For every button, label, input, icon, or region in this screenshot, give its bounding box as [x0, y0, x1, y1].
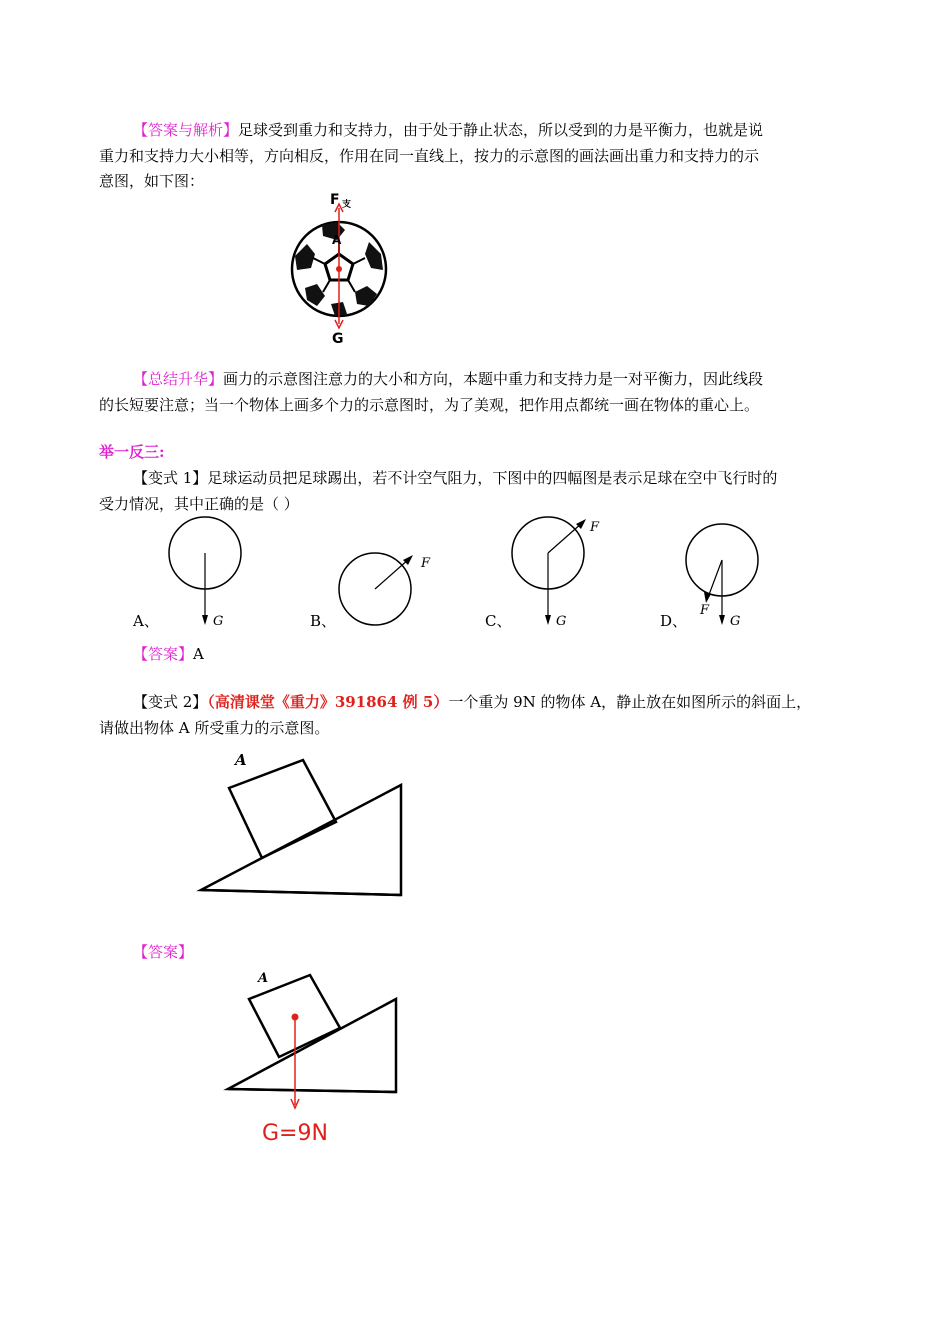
incline-figure	[195, 745, 410, 900]
option-c-label: C、	[485, 612, 512, 630]
section-title: 举一反三:	[99, 443, 165, 461]
gravity-label: G	[730, 614, 741, 629]
variant2-line-1: 【变式 2】（高清课堂《重力》391864 例 5）一个重为 9N 的物体 A，静止放在如图所示的斜面上，	[133, 693, 812, 711]
block-label: A	[235, 751, 247, 769]
variant2-source: （高清课堂《重力》391864 例 5）	[207, 693, 449, 711]
force-label-top: F	[330, 192, 340, 208]
point-label-a: A	[332, 233, 342, 247]
gravity-label: G	[556, 614, 567, 629]
option-d-label: D、	[660, 612, 688, 630]
variant2-line-2: 请做出物体 A 所受重力的示意图。	[99, 719, 330, 737]
variant1-line-2: 受力情况，其中正确的是（ ）	[99, 495, 299, 513]
answer-block-label: A	[258, 971, 269, 986]
option-a-label: A、	[133, 612, 159, 630]
force-label: F	[421, 556, 431, 571]
option-a-figure	[165, 515, 255, 635]
option-d-figure	[680, 520, 780, 635]
force-label: F	[700, 603, 710, 618]
variant1-line-1: 【变式 1】足球运动员把足球踢出，若不计空气阻力，下图中的四幅图是表示足球在空中飞行时的	[133, 469, 778, 487]
force-label-bottom: G	[332, 331, 344, 347]
force-label-top-sub: 支	[342, 200, 352, 210]
option-b-label: B、	[310, 612, 337, 630]
gravity-result-label: G=9N	[262, 1121, 328, 1146]
soccer-ball-figure	[285, 188, 395, 350]
summary-line-2: 的长短要注意；当一个物体上画多个力的示意图时，为了美观，把作用点都统一画在物体的重心上。	[99, 396, 760, 414]
analysis-line-1: 【答案与解析】足球受到重力和支持力，由于处于静止状态，所以受到的力是平衡力，也就是说	[133, 121, 764, 139]
analysis-tag: 【答案与解析】	[133, 121, 239, 139]
analysis-line-3: 意图，如下图：	[99, 172, 205, 190]
variant1-answer: 【答案】A	[133, 645, 204, 663]
force-label: F	[590, 520, 600, 535]
variant1-prefix: 【变式 1】	[133, 469, 208, 487]
analysis-line-2: 重力和支持力大小相等，方向相反，作用在同一直线上，按力的示意图的画法画出重力和支持力的示	[99, 147, 760, 165]
gravity-label: G	[213, 614, 224, 629]
answer-tag: 【答案】	[133, 645, 194, 663]
option-c-figure	[510, 515, 620, 635]
variant2-answer-tag: 【答案】	[133, 943, 194, 961]
answer-incline-figure	[222, 962, 412, 1152]
variant2-prefix: 【变式 2】	[133, 693, 208, 711]
summary-tag: 【总结升华】	[133, 370, 224, 388]
summary-line-1: 【总结升华】画力的示意图注意力的大小和方向，本题中重力和支持力是一对平衡力，因此线段	[133, 370, 764, 388]
option-b-figure	[335, 545, 445, 635]
